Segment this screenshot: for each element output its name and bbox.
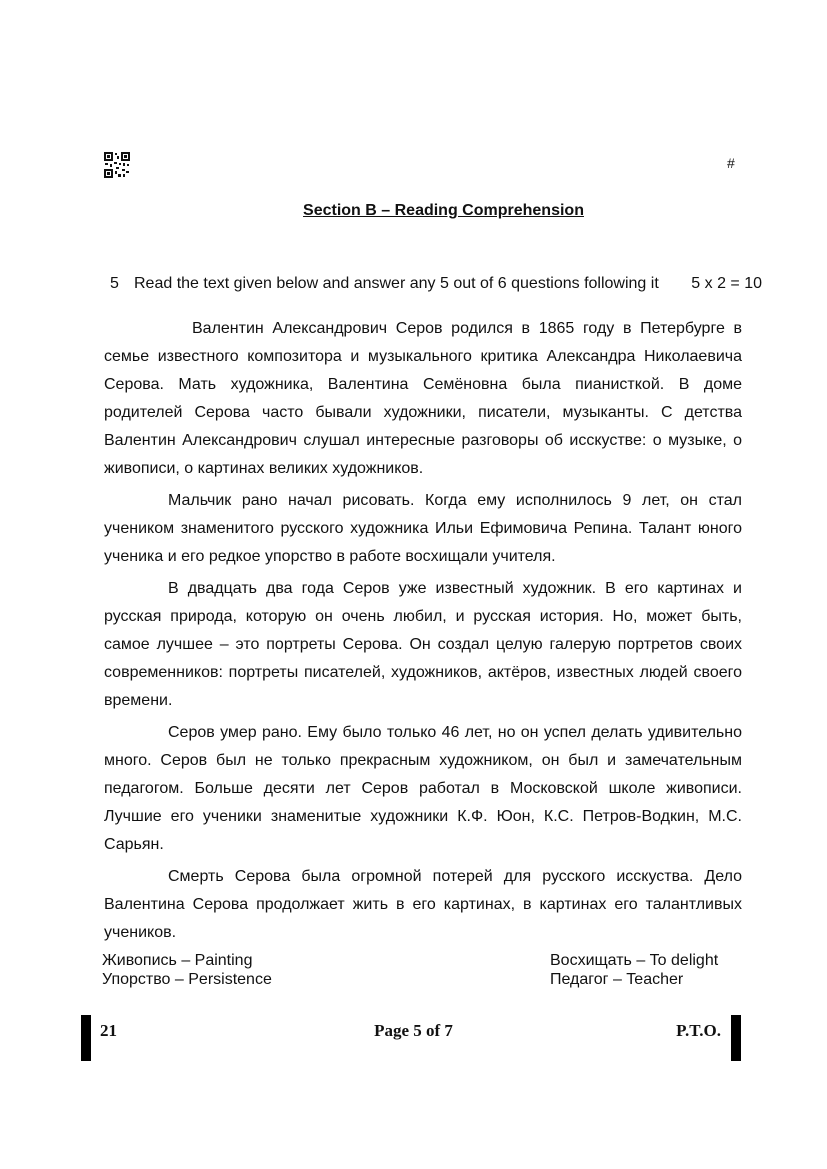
- passage-paragraph: Мальчик рано начал рисовать. Когда ему исполнилось 9 лет, он стал учеником знаменитого русского художника Ильи Ефимовича Репина. Талант юного ученика и его редкое упорство в работе восхищали учителя.: [104, 492, 742, 565]
- glossary-entry: Живопись – Painting: [102, 952, 253, 969]
- passage-paragraph: В двадцать два года Серов уже известный художник. В его картинах и русская природа, которую он очень любил, и русская история. Но, может быть, самое лучшее – это портреты Серова. Он создал целую галерую портретов своих современников: портреты писателей, художников, актёров, известных людей своего времени.: [104, 580, 742, 709]
- passage-paragraph: Серов умер рано. Ему было только 46 лет, но он успел делать удивительно много. Серов был не только прекрасным художником, он был и замечательным педагогом. Больше десяти лет Серов работал в Московской школе живописи. Лучшие его ученики знаменитые художники К.Ф. Юон, К.С. Петров-Водкин, М.С. Сарьян.: [104, 724, 742, 853]
- glossary-left: [102, 951, 272, 989]
- passage-paragraph: Смерть Серова была огромной потерей для русского исскуства. Дело Валентина Серова продолжает жить в его картинах, в картинах его талантливых учеников.: [104, 868, 742, 941]
- page-marker: #: [727, 155, 735, 171]
- page-number: Page 5 of 7: [374, 1021, 453, 1040]
- footer-code: 21: [100, 1021, 117, 1040]
- question-instruction: [110, 275, 762, 293]
- glossary-right: [550, 951, 718, 989]
- qr-code-icon: [104, 152, 130, 178]
- question-text: Read the text given below and answer any 5 out of 6 questions following it: [134, 275, 659, 292]
- pto-label: P.T.O.: [676, 1021, 721, 1040]
- reading-passage: [104, 315, 742, 947]
- glossary-entry: Упорство – Persistence: [102, 971, 272, 988]
- section-title: Section B – Reading Comprehension: [303, 202, 584, 219]
- glossary-entry: Восхищать – To delight: [550, 952, 719, 969]
- glossary-entry: Педагог – Teacher: [550, 971, 684, 988]
- passage-paragraph: Валентин Александрович Серов родился в 1865 году в Петербурге в семье известного композитора и музыкального критика Александра Николаевича Серова. Мать художника, Валентина Семёновна была пианисткой. В доме родителей Серова часто бывали художники, писатели, музыканты. С детства Валентин Александрович слушал интересные разговоры об исскустве: о музыке, о живописи, о картинах великих художников.: [104, 320, 742, 477]
- question-marks: 5 x 2 = 10: [691, 275, 762, 292]
- question-number: 5: [110, 275, 119, 292]
